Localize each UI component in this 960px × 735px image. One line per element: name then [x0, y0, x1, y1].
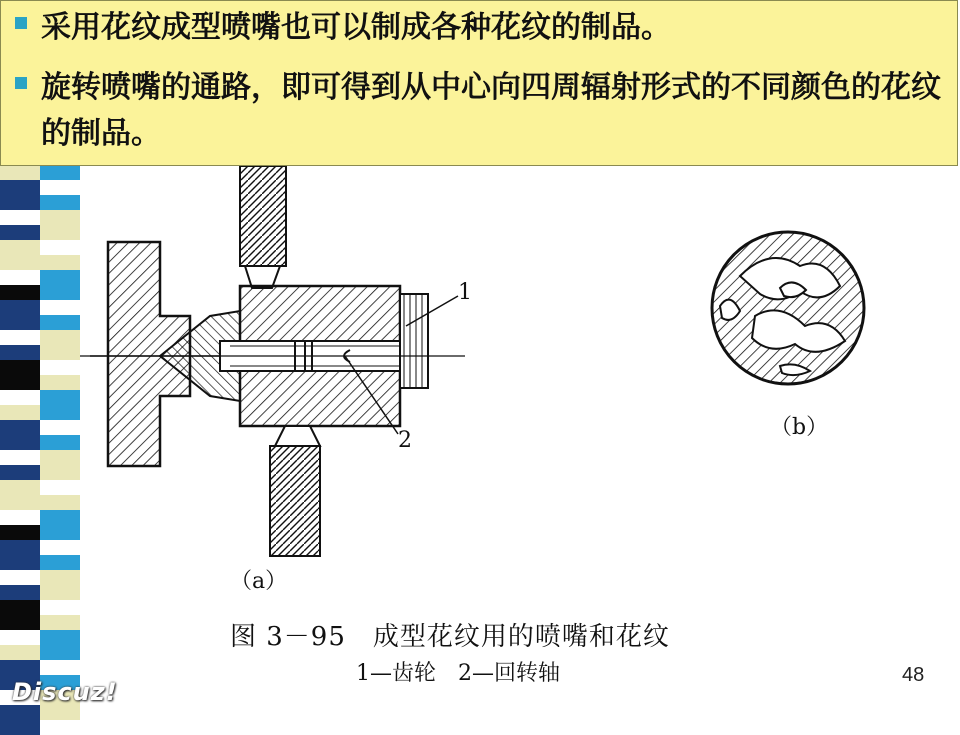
bullet-text-box [0, 0, 958, 166]
bullet-item [15, 65, 941, 157]
stripe-segment [40, 570, 80, 600]
stripe-segment [0, 360, 40, 390]
stripe-segment [0, 540, 40, 570]
stripe-segment [0, 300, 40, 330]
pattern-cross-section [712, 232, 864, 384]
stripe-segment [40, 510, 80, 540]
subfigure-b-label: （b） [770, 415, 829, 440]
stripe-segment [0, 480, 40, 510]
gear-part [400, 294, 428, 388]
stripe-segment [40, 390, 80, 420]
bullet-text: 采用花纹成型喷嘴也可以制成各种花纹的制品。 [41, 10, 671, 45]
stripe-segment [40, 330, 80, 360]
figure-legend: 1—齿轮 2—回转轴 [356, 661, 560, 686]
bullet-item [15, 5, 941, 51]
stripe-segment [40, 450, 80, 480]
nozzle-diagram [80, 166, 960, 720]
bullet-text: 旋转喷嘴的通路，即可得到从中心向四周辐射形式的不同颜色的花纹的制品。 [41, 70, 941, 151]
stripe-segment [0, 705, 40, 735]
stripe-segment [0, 180, 40, 210]
stripe-segment [0, 600, 40, 630]
part-2-label: 2 [398, 428, 412, 453]
figure-caption: 图 3－95 成型花纹用的喷嘴和花纹 [230, 622, 670, 652]
stripe-segment [40, 630, 80, 660]
bullet-square-icon [15, 17, 27, 29]
stripe-segment [0, 240, 40, 270]
part-1-label: 1 [458, 280, 472, 305]
stripe-segment [40, 210, 80, 240]
feed-channel-top [240, 166, 286, 288]
feed-channel-bottom [270, 426, 320, 556]
stripe-segment [0, 420, 40, 450]
page-number: 48 [902, 664, 925, 686]
bullet-square-icon [15, 77, 27, 89]
watermark-logo: Discuz! [12, 678, 118, 706]
stripe-segment [40, 270, 80, 300]
subfigure-a-label: （a） [230, 569, 288, 594]
